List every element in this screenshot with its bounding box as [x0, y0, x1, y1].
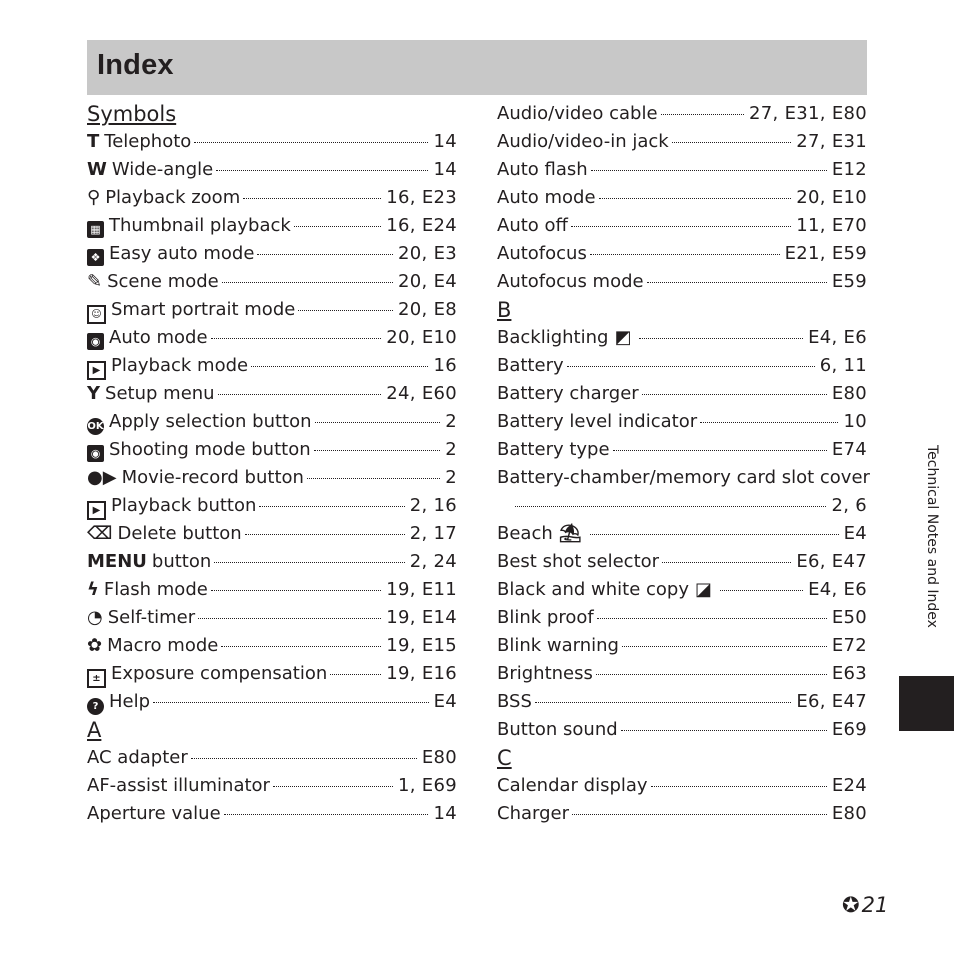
entry-label-group	[497, 436, 610, 464]
dot-leader	[720, 590, 803, 591]
dot-leader	[216, 170, 428, 171]
index-entry	[87, 660, 457, 688]
entry-label-group	[87, 408, 312, 436]
dot-leader	[273, 786, 393, 787]
index-entry	[87, 632, 457, 660]
index-entry	[497, 520, 867, 548]
index-entry	[87, 408, 457, 436]
entry-label: Battery-chamber/memory card slot cover	[497, 467, 870, 488]
entry-label: Wide-angle	[111, 159, 214, 180]
entry-pages: 20, E10	[386, 327, 457, 348]
easy-auto-mode-icon: ❖	[87, 249, 104, 266]
entry-label-group	[497, 100, 658, 128]
macro-icon: ✿	[87, 635, 103, 656]
index-entry	[497, 436, 867, 464]
dot-leader	[259, 506, 404, 507]
entry-label: Setup menu	[105, 383, 215, 404]
entry-label-group	[87, 464, 304, 492]
entry-label-group	[87, 632, 218, 660]
index-entry	[497, 492, 867, 520]
entry-label: AC adapter	[87, 747, 188, 768]
camera-icon: ◉	[87, 333, 104, 350]
dot-leader	[153, 702, 429, 703]
entry-pages: 6, 11	[819, 355, 867, 376]
index-entry	[87, 184, 457, 212]
entry-label: Autofocus	[497, 243, 587, 264]
entry-label: Thumbnail playback	[109, 215, 291, 236]
entry-label-group	[87, 436, 311, 464]
entry-label: Playback button	[111, 495, 257, 516]
entry-label-group	[87, 184, 240, 212]
playback-icon: ▶	[87, 501, 106, 520]
scene-mode-icon: ✎	[87, 271, 103, 292]
index-entry	[87, 324, 457, 352]
movie-record-icon: ●▶	[87, 467, 117, 488]
dot-leader	[621, 730, 827, 731]
entry-label: Blink warning	[497, 635, 619, 656]
dot-leader	[218, 394, 382, 395]
wide-angle-icon: W	[87, 159, 107, 180]
entry-label: Auto flash	[497, 159, 588, 180]
entry-pages: E4	[433, 691, 457, 712]
entry-pages: E74	[831, 439, 867, 460]
entry-pages: 2, 24	[409, 551, 457, 572]
dot-leader	[596, 674, 827, 675]
entry-label-group	[497, 548, 659, 576]
entry-label: Scene mode	[107, 271, 219, 292]
dot-leader	[257, 254, 393, 255]
entry-pages: E24	[831, 775, 867, 796]
index-entry	[497, 688, 867, 716]
dot-leader	[622, 646, 827, 647]
entry-pages: E59	[831, 271, 867, 292]
index-entry	[87, 576, 457, 604]
entry-label: Audio/video-in jack	[497, 131, 669, 152]
dot-leader	[224, 814, 429, 815]
entry-pages: 2, 6	[831, 495, 867, 516]
entry-pages: E4	[843, 523, 867, 544]
entry-label-group	[497, 408, 697, 436]
dot-leader	[294, 226, 381, 227]
entry-label-group	[87, 212, 291, 240]
entry-pages: 10	[843, 411, 867, 432]
entry-pages: 19, E14	[386, 607, 457, 628]
entry-label: Autofocus mode	[497, 271, 644, 292]
entry-pages: E72	[831, 635, 867, 656]
entry-label: Smart portrait mode	[111, 299, 296, 320]
entry-pages: E6, E47	[796, 551, 867, 572]
entry-label-group	[497, 128, 669, 156]
dot-leader	[590, 254, 780, 255]
index-entry	[497, 156, 867, 184]
entry-pages: 27, E31	[796, 131, 867, 152]
section-tab-marker	[899, 676, 954, 731]
entry-label-group	[497, 688, 532, 716]
index-entry	[497, 632, 867, 660]
index-entry	[87, 492, 457, 520]
entry-label-group	[87, 800, 221, 828]
trash-icon: ⌫	[87, 523, 113, 544]
entry-label: Self-timer	[107, 607, 196, 628]
dot-leader	[662, 562, 791, 563]
entry-label: Backlighting	[497, 327, 609, 348]
entry-label: button	[151, 551, 212, 572]
entry-label: Exposure compensation	[111, 663, 328, 684]
dot-leader	[613, 450, 827, 451]
entry-label-group	[497, 324, 636, 352]
index-entry	[497, 212, 867, 240]
entry-label: Movie-record button	[121, 467, 304, 488]
index-entry	[497, 352, 867, 380]
page-number	[842, 893, 888, 917]
entry-label: Delete button	[117, 523, 242, 544]
entry-label: Audio/video cable	[497, 103, 658, 124]
index-entry	[497, 604, 867, 632]
entry-pages: 19, E16	[386, 663, 457, 684]
entry-label: Button sound	[497, 719, 618, 740]
entry-pages: E50	[831, 607, 867, 628]
section-heading: C	[497, 746, 512, 770]
dot-leader	[298, 310, 393, 311]
entry-pages: E80	[831, 803, 867, 824]
entry-label: Brightness	[497, 663, 593, 684]
index-entry	[87, 240, 457, 268]
entry-label: Calendar display	[497, 775, 648, 796]
dot-leader	[642, 394, 827, 395]
entry-label: BSS	[497, 691, 532, 712]
entry-label-group	[87, 520, 242, 548]
index-entry	[87, 212, 457, 240]
index-entry	[87, 604, 457, 632]
index-column-right	[497, 100, 870, 828]
entry-label: Black and white copy	[497, 579, 689, 600]
dot-leader	[330, 674, 381, 675]
entry-label-group	[497, 352, 564, 380]
section-heading: Symbols	[87, 102, 177, 126]
entry-label-group	[497, 604, 594, 632]
index-entry	[497, 240, 867, 268]
smart-portrait-icon: ☺	[87, 305, 106, 324]
entry-pages: 27, E31, E80	[749, 103, 867, 124]
index-entry	[497, 128, 867, 156]
dot-leader	[315, 422, 441, 423]
telephoto-icon: T	[87, 131, 100, 152]
index-entry	[497, 800, 867, 828]
index-entry	[87, 268, 457, 296]
dot-leader	[571, 226, 791, 227]
section-tab-label: Technical Notes and Index	[924, 445, 940, 628]
entry-label-group	[497, 520, 587, 548]
entry-label-group	[87, 156, 213, 184]
entry-pages: 2	[445, 439, 457, 460]
entry-label-group	[87, 296, 295, 324]
entry-pages: E21, E59	[784, 243, 867, 264]
entry-pages: 16	[433, 355, 457, 376]
section-heading: B	[497, 298, 512, 322]
ok-button-icon: OK	[87, 418, 104, 435]
index-title-bar	[87, 40, 867, 95]
entry-label-group	[497, 212, 568, 240]
page-number-value: 21	[861, 893, 889, 917]
entry-label-group	[87, 492, 256, 520]
entry-pages: 2, 17	[409, 523, 457, 544]
entry-label-group	[87, 268, 219, 296]
entry-label: AF-assist illuminator	[87, 775, 270, 796]
wrench-icon: Y	[87, 383, 101, 404]
entry-pages: 16, E23	[386, 187, 457, 208]
dot-leader	[599, 198, 792, 199]
entry-label: Flash mode	[103, 579, 208, 600]
index-entry	[497, 184, 867, 212]
index-entry	[87, 800, 457, 828]
entry-label-group	[497, 240, 587, 268]
index-entry	[497, 576, 867, 604]
entry-pages: 19, E15	[386, 635, 457, 656]
entry-label: Apply selection button	[109, 411, 312, 432]
entry-label-group	[497, 464, 870, 492]
index-entry	[497, 100, 867, 128]
index-entry	[87, 128, 457, 156]
entry-pages: 20, E8	[398, 299, 457, 320]
backlighting-icon: ◩	[614, 327, 632, 348]
dot-leader	[661, 114, 745, 115]
index-entry	[87, 464, 457, 492]
entry-label-group	[87, 688, 150, 716]
entry-label-group	[497, 632, 619, 660]
entry-label: Shooting mode button	[109, 439, 311, 460]
entry-pages: 16, E24	[386, 215, 457, 236]
help-icon: ?	[87, 698, 104, 715]
dot-leader	[214, 562, 404, 563]
entry-pages: 20, E10	[796, 187, 867, 208]
entry-label-group	[87, 548, 211, 576]
index-entry	[497, 660, 867, 688]
section-heading: A	[87, 718, 102, 742]
entry-pages: 1, E69	[398, 775, 457, 796]
playback-zoom-icon: ⚲	[87, 187, 101, 208]
exposure-compensation-icon: ±	[87, 669, 106, 688]
flash-icon: ϟ	[87, 579, 99, 600]
entry-label: Battery type	[497, 439, 610, 460]
index-entry	[497, 548, 867, 576]
index-entry	[497, 464, 870, 492]
entry-label: Aperture value	[87, 803, 221, 824]
entry-pages: E63	[831, 663, 867, 684]
dot-leader	[191, 758, 417, 759]
dot-leader	[251, 366, 428, 367]
dot-leader	[597, 618, 827, 619]
index-entry	[497, 324, 867, 352]
entry-label-group	[87, 352, 248, 380]
index-entry	[87, 688, 457, 716]
entry-pages: 19, E11	[386, 579, 457, 600]
entry-pages: 20, E3	[398, 243, 457, 264]
index-entry	[87, 156, 457, 184]
entry-pages: 20, E4	[398, 271, 457, 292]
dot-leader	[700, 422, 838, 423]
beach-icon: ⛱	[558, 523, 582, 544]
entry-label: Auto mode	[109, 327, 208, 348]
entry-label: Playback zoom	[105, 187, 241, 208]
index-entry	[87, 744, 457, 772]
entry-label-group	[497, 380, 639, 408]
entry-label-group	[87, 324, 208, 352]
index-entry	[497, 268, 867, 296]
entry-label: Battery	[497, 355, 564, 376]
entry-pages: E12	[831, 159, 867, 180]
index-entry	[87, 772, 457, 800]
dot-leader	[567, 366, 815, 367]
index-entry	[497, 380, 867, 408]
dot-leader	[222, 282, 393, 283]
thumbnail-playback-icon: ▦	[87, 221, 104, 238]
entry-label: Charger	[497, 803, 569, 824]
entry-label-group	[497, 184, 596, 212]
index-entry	[87, 352, 457, 380]
index-column-left	[87, 100, 457, 828]
dot-leader	[221, 646, 381, 647]
camera-icon: ◉	[87, 445, 104, 462]
dot-leader	[211, 338, 382, 339]
entry-label: Easy auto mode	[109, 243, 255, 264]
entry-label-group	[87, 380, 215, 408]
entry-label-group	[497, 268, 644, 296]
dot-leader	[243, 198, 381, 199]
index-entry	[497, 716, 867, 744]
entry-label-group	[87, 660, 327, 688]
dot-leader	[515, 506, 826, 507]
entry-label-group	[87, 240, 254, 268]
entry-label: Blink proof	[497, 607, 594, 628]
entry-label-group	[497, 716, 618, 744]
dot-leader	[314, 450, 441, 451]
entry-pages: E4, E6	[808, 579, 867, 600]
entry-label: Macro mode	[107, 635, 219, 656]
index-entry	[87, 548, 457, 576]
entry-label-group	[497, 800, 569, 828]
entry-label: Auto off	[497, 215, 568, 236]
entry-label-group	[87, 604, 195, 632]
dot-leader	[307, 478, 440, 479]
index-entry	[87, 296, 457, 324]
playback-icon: ▶	[87, 361, 106, 380]
entry-pages: E6, E47	[796, 691, 867, 712]
page-title: Index	[97, 49, 174, 81]
entry-label-group	[497, 660, 593, 688]
entry-label-group	[87, 744, 188, 772]
entry-label: Best shot selector	[497, 551, 660, 572]
entry-pages: 14	[433, 159, 457, 180]
entry-label: Auto mode	[497, 187, 596, 208]
entry-label-group	[87, 128, 191, 156]
entry-pages: E80	[421, 747, 457, 768]
entry-label: Telephoto	[104, 131, 192, 152]
index-entry	[87, 380, 457, 408]
entry-label-group	[497, 576, 717, 604]
entry-pages: 24, E60	[386, 383, 457, 404]
entry-pages: 2	[445, 467, 457, 488]
entry-label: Beach	[497, 523, 553, 544]
entry-label-group	[497, 772, 648, 800]
dot-leader	[572, 814, 827, 815]
entry-label: Playback mode	[111, 355, 249, 376]
entry-label: Help	[109, 691, 151, 712]
entry-label-group	[87, 772, 270, 800]
dot-leader	[590, 534, 839, 535]
index-entry	[87, 520, 457, 548]
technical-notes-icon: ✪	[842, 893, 860, 917]
entry-pages: E4, E6	[808, 327, 867, 348]
entry-pages: 2, 16	[409, 495, 457, 516]
entry-label: Battery charger	[497, 383, 639, 404]
dot-leader	[647, 282, 827, 283]
index-entry	[87, 436, 457, 464]
dot-leader	[211, 590, 381, 591]
entry-pages: 14	[433, 131, 457, 152]
menu-icon: MENU	[87, 551, 147, 572]
entry-pages: E69	[831, 719, 867, 740]
entry-label-group	[497, 156, 588, 184]
entry-pages: 11, E70	[796, 215, 867, 236]
dot-leader	[591, 170, 827, 171]
dot-leader	[198, 618, 381, 619]
dot-leader	[651, 786, 827, 787]
dot-leader	[535, 702, 791, 703]
entry-pages: 2	[445, 411, 457, 432]
entry-pages: E80	[831, 383, 867, 404]
dot-leader	[245, 534, 405, 535]
entry-label: Battery level indicator	[497, 411, 698, 432]
index-entry	[497, 772, 867, 800]
entry-pages: 14	[433, 803, 457, 824]
dot-leader	[672, 142, 792, 143]
self-timer-icon: ◔	[87, 607, 103, 628]
entry-label-group	[87, 576, 208, 604]
dot-leader	[194, 142, 428, 143]
black-white-copy-icon: ◪	[694, 579, 712, 600]
dot-leader	[639, 338, 803, 339]
index-entry	[497, 408, 867, 436]
